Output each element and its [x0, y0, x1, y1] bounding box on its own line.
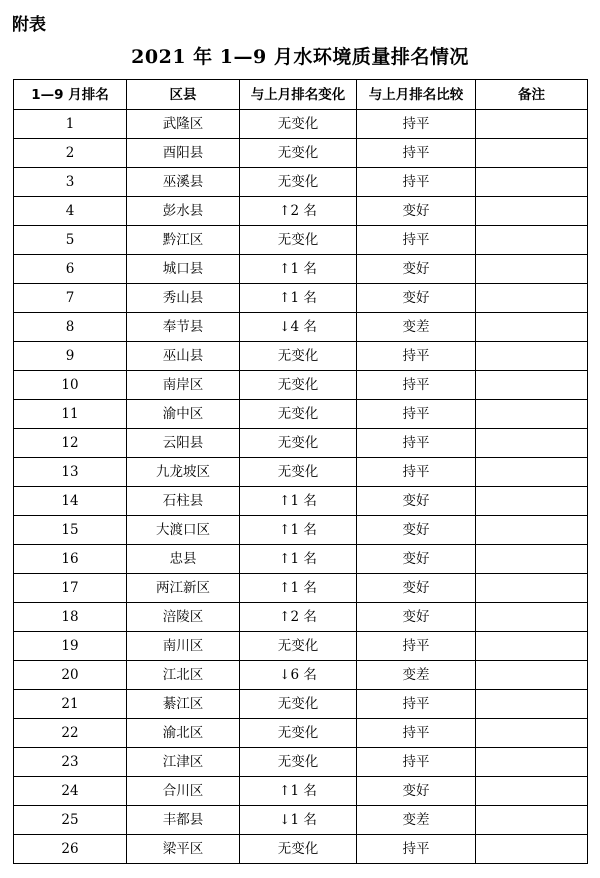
cell-rank: 2	[14, 139, 127, 168]
page-title: 2021 年 1—9 月水环境质量排名情况	[131, 46, 469, 68]
cell-district: 武隆区	[127, 110, 240, 139]
cell-compare: 持平	[357, 139, 476, 168]
cell-change: ↓4 名	[240, 313, 357, 342]
cell-rank: 8	[14, 313, 127, 342]
cell-change: ↑1 名	[240, 777, 357, 806]
cell-note	[476, 574, 588, 603]
cell-change: 无变化	[240, 835, 357, 864]
table-row	[14, 835, 588, 864]
table-row	[14, 574, 588, 603]
cell-district: 黔江区	[127, 226, 240, 255]
cell-note	[476, 777, 588, 806]
cell-note	[476, 458, 588, 487]
cell-change: ↑1 名	[240, 545, 357, 574]
cell-note	[476, 487, 588, 516]
cell-rank: 23	[14, 748, 127, 777]
cell-change: ↑1 名	[240, 487, 357, 516]
table-row	[14, 458, 588, 487]
cell-note	[476, 516, 588, 545]
cell-rank: 16	[14, 545, 127, 574]
cell-district: 巫溪县	[127, 168, 240, 197]
table-row	[14, 139, 588, 168]
cell-change: 无变化	[240, 168, 357, 197]
cell-compare: 变好	[357, 255, 476, 284]
cell-compare: 持平	[357, 458, 476, 487]
cell-district: 城口县	[127, 255, 240, 284]
cell-district: 梁平区	[127, 835, 240, 864]
table-row	[14, 313, 588, 342]
cell-change: 无变化	[240, 458, 357, 487]
table-row	[14, 400, 588, 429]
cell-note	[476, 603, 588, 632]
table-row	[14, 777, 588, 806]
table-row	[14, 516, 588, 545]
cell-district: 彭水县	[127, 197, 240, 226]
cell-note	[476, 110, 588, 139]
cell-rank: 21	[14, 690, 127, 719]
cell-note	[476, 690, 588, 719]
cell-district: 奉节县	[127, 313, 240, 342]
cell-change: ↑2 名	[240, 603, 357, 632]
table-row	[14, 603, 588, 632]
cell-district: 两江新区	[127, 574, 240, 603]
cell-compare: 持平	[357, 835, 476, 864]
table-row	[14, 690, 588, 719]
cell-note	[476, 226, 588, 255]
table-row	[14, 110, 588, 139]
cell-compare: 变好	[357, 574, 476, 603]
header-district: 区县	[127, 80, 240, 110]
cell-compare: 变好	[357, 284, 476, 313]
cell-note	[476, 429, 588, 458]
cell-rank: 18	[14, 603, 127, 632]
cell-district: 涪陵区	[127, 603, 240, 632]
cell-rank: 1	[14, 110, 127, 139]
cell-change: 无变化	[240, 690, 357, 719]
cell-rank: 24	[14, 777, 127, 806]
cell-note	[476, 545, 588, 574]
cell-note	[476, 255, 588, 284]
cell-compare: 变好	[357, 197, 476, 226]
ranking-table	[13, 79, 588, 864]
table-row	[14, 632, 588, 661]
cell-rank: 10	[14, 371, 127, 400]
table-row	[14, 342, 588, 371]
table-row	[14, 748, 588, 777]
cell-compare: 持平	[357, 429, 476, 458]
cell-compare: 持平	[357, 168, 476, 197]
table-row	[14, 168, 588, 197]
cell-compare: 持平	[357, 226, 476, 255]
cell-change: 无变化	[240, 429, 357, 458]
table-row	[14, 429, 588, 458]
cell-note	[476, 719, 588, 748]
cell-compare: 持平	[357, 342, 476, 371]
cell-rank: 11	[14, 400, 127, 429]
cell-compare: 持平	[357, 719, 476, 748]
cell-district: 丰都县	[127, 806, 240, 835]
cell-district: 酉阳县	[127, 139, 240, 168]
cell-district: 忠县	[127, 545, 240, 574]
cell-rank: 5	[14, 226, 127, 255]
cell-rank: 4	[14, 197, 127, 226]
cell-change: 无变化	[240, 139, 357, 168]
table-row	[14, 255, 588, 284]
cell-note	[476, 835, 588, 864]
cell-compare: 变差	[357, 806, 476, 835]
cell-district: 南岸区	[127, 371, 240, 400]
cell-rank: 15	[14, 516, 127, 545]
cell-district: 江津区	[127, 748, 240, 777]
cell-change: ↑1 名	[240, 574, 357, 603]
cell-compare: 持平	[357, 690, 476, 719]
cell-note	[476, 168, 588, 197]
cell-district: 大渡口区	[127, 516, 240, 545]
cell-compare: 持平	[357, 110, 476, 139]
cell-note	[476, 806, 588, 835]
cell-district: 南川区	[127, 632, 240, 661]
cell-change: ↑1 名	[240, 284, 357, 313]
cell-note	[476, 400, 588, 429]
cell-compare: 变好	[357, 516, 476, 545]
cell-note	[476, 661, 588, 690]
table-body	[14, 110, 588, 864]
cell-change: 无变化	[240, 632, 357, 661]
cell-rank: 14	[14, 487, 127, 516]
cell-note	[476, 284, 588, 313]
cell-rank: 6	[14, 255, 127, 284]
cell-rank: 25	[14, 806, 127, 835]
cell-change: 无变化	[240, 110, 357, 139]
header-compare: 与上月排名比较	[357, 80, 476, 110]
header-rank: 1—9 月排名	[14, 80, 127, 110]
header-note: 备注	[476, 80, 588, 110]
cell-change: 无变化	[240, 342, 357, 371]
cell-compare: 变好	[357, 545, 476, 574]
cell-compare: 变差	[357, 661, 476, 690]
cell-note	[476, 313, 588, 342]
cell-change: ↓6 名	[240, 661, 357, 690]
cell-district: 渝北区	[127, 719, 240, 748]
cell-district: 九龙坡区	[127, 458, 240, 487]
cell-note	[476, 139, 588, 168]
cell-district: 渝中区	[127, 400, 240, 429]
cell-change: ↓1 名	[240, 806, 357, 835]
cell-note	[476, 197, 588, 226]
cell-note	[476, 342, 588, 371]
cell-change: ↑2 名	[240, 197, 357, 226]
cell-compare: 变好	[357, 777, 476, 806]
table-row	[14, 226, 588, 255]
cell-change: 无变化	[240, 719, 357, 748]
cell-change: 无变化	[240, 400, 357, 429]
cell-note	[476, 371, 588, 400]
cell-district: 石柱县	[127, 487, 240, 516]
cell-rank: 20	[14, 661, 127, 690]
cell-change: 无变化	[240, 371, 357, 400]
cell-rank: 19	[14, 632, 127, 661]
cell-rank: 22	[14, 719, 127, 748]
table-row	[14, 719, 588, 748]
cell-note	[476, 632, 588, 661]
cell-district: 江北区	[127, 661, 240, 690]
table-row	[14, 806, 588, 835]
table-row	[14, 661, 588, 690]
cell-rank: 3	[14, 168, 127, 197]
cell-change: 无变化	[240, 748, 357, 777]
cell-compare: 变差	[357, 313, 476, 342]
table-header-row	[14, 80, 588, 110]
cell-rank: 12	[14, 429, 127, 458]
table-row	[14, 371, 588, 400]
cell-compare: 持平	[357, 371, 476, 400]
cell-district: 巫山县	[127, 342, 240, 371]
cell-rank: 26	[14, 835, 127, 864]
cell-note	[476, 748, 588, 777]
appendix-label: 附表	[12, 15, 46, 35]
cell-rank: 13	[14, 458, 127, 487]
cell-district: 合川区	[127, 777, 240, 806]
cell-compare: 持平	[357, 632, 476, 661]
cell-rank: 9	[14, 342, 127, 371]
cell-compare: 变好	[357, 487, 476, 516]
cell-rank: 17	[14, 574, 127, 603]
cell-change: ↑1 名	[240, 255, 357, 284]
table-row	[14, 284, 588, 313]
cell-district: 秀山县	[127, 284, 240, 313]
cell-district: 綦江区	[127, 690, 240, 719]
cell-district: 云阳县	[127, 429, 240, 458]
cell-change: 无变化	[240, 226, 357, 255]
cell-rank: 7	[14, 284, 127, 313]
cell-change: ↑1 名	[240, 516, 357, 545]
header-change: 与上月排名变化	[240, 80, 357, 110]
table-row	[14, 197, 588, 226]
table-row	[14, 545, 588, 574]
table-row	[14, 487, 588, 516]
cell-compare: 持平	[357, 400, 476, 429]
cell-compare: 变好	[357, 603, 476, 632]
cell-compare: 持平	[357, 748, 476, 777]
